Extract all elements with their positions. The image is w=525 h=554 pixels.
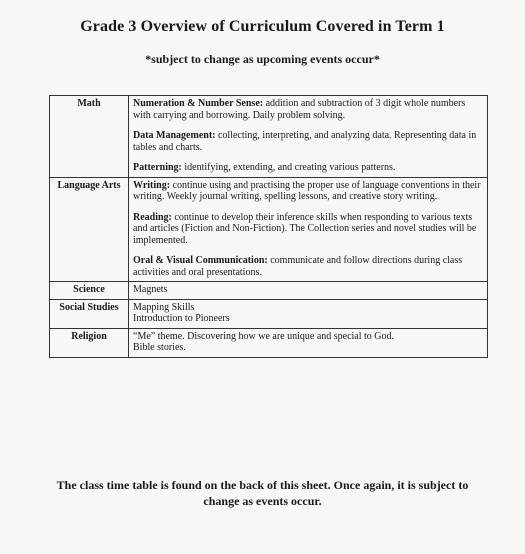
subject-name: Language Arts — [50, 177, 129, 282]
entry-topic: Reading: — [133, 211, 172, 223]
subject-description — [129, 299, 488, 328]
subject-name: Social Studies — [50, 299, 129, 328]
subject-name: Religion — [50, 328, 129, 357]
entry-text: continue using and practising the proper use of language conventions in their writing. Weekly journal writing, spelling lessons, and creative story writing. — [133, 179, 481, 202]
description-line: Introduction to Pioneers — [133, 313, 230, 324]
entry-topic: Writing: — [133, 179, 171, 191]
curriculum-entry — [133, 212, 483, 247]
entry-topic: Numeration & Number Sense: — [133, 98, 264, 109]
entry-topic: Oral & Visual Communication: — [133, 255, 268, 266]
document-subtitle: *subject to change as upcoming events occur* — [145, 52, 380, 66]
entry-text: collecting, interpreting, and analyzing data. Representing data in tables and charts. — [133, 130, 477, 153]
subject-description — [129, 177, 488, 282]
document-title: Grade 3 Overview of Curriculum Covered in Term 1 — [80, 18, 445, 35]
subject-description — [129, 282, 488, 300]
footer-note: The class time table is found on the back of this sheet. Once again, it is subject to change as events occur. — [56, 478, 469, 508]
table-row — [50, 177, 488, 282]
curriculum-table — [49, 95, 488, 358]
entry-text: identifying, extending, and creating various patterns. — [181, 162, 396, 173]
subject-description — [129, 328, 488, 357]
description-line: Mapping Skills — [133, 301, 195, 313]
table-row — [50, 282, 488, 300]
curriculum-entry — [133, 162, 483, 174]
table-row — [50, 328, 488, 357]
subject-name: Math — [50, 96, 129, 178]
curriculum-entry — [133, 180, 483, 203]
entry-topic: Data Management: — [133, 130, 216, 141]
table-row — [50, 96, 488, 178]
description-line: Magnets — [133, 284, 168, 295]
entry-text: communicate and follow directions during class activities and oral presentations. — [133, 255, 463, 278]
table-row — [50, 299, 488, 328]
subject-description — [129, 96, 488, 178]
curriculum-entry — [133, 98, 483, 121]
curriculum-entry — [133, 255, 483, 278]
entry-text: addition and subtraction of 3 digit whole numbers with carrying and borrowing. Daily problem solving. — [133, 98, 466, 121]
subject-name: Science — [50, 282, 129, 300]
description-line: “Me” theme. Discovering how we are unique and special to God. — [133, 330, 395, 342]
description-line: Bible stories. — [133, 342, 186, 353]
entry-topic: Patterning: — [133, 162, 182, 173]
entry-text: continue to develop their inference skills when responding to various texts and articles (Fiction and Non-Fiction). The Collection series and novel studies will be implemented. — [133, 211, 477, 246]
curriculum-entry — [133, 130, 483, 153]
